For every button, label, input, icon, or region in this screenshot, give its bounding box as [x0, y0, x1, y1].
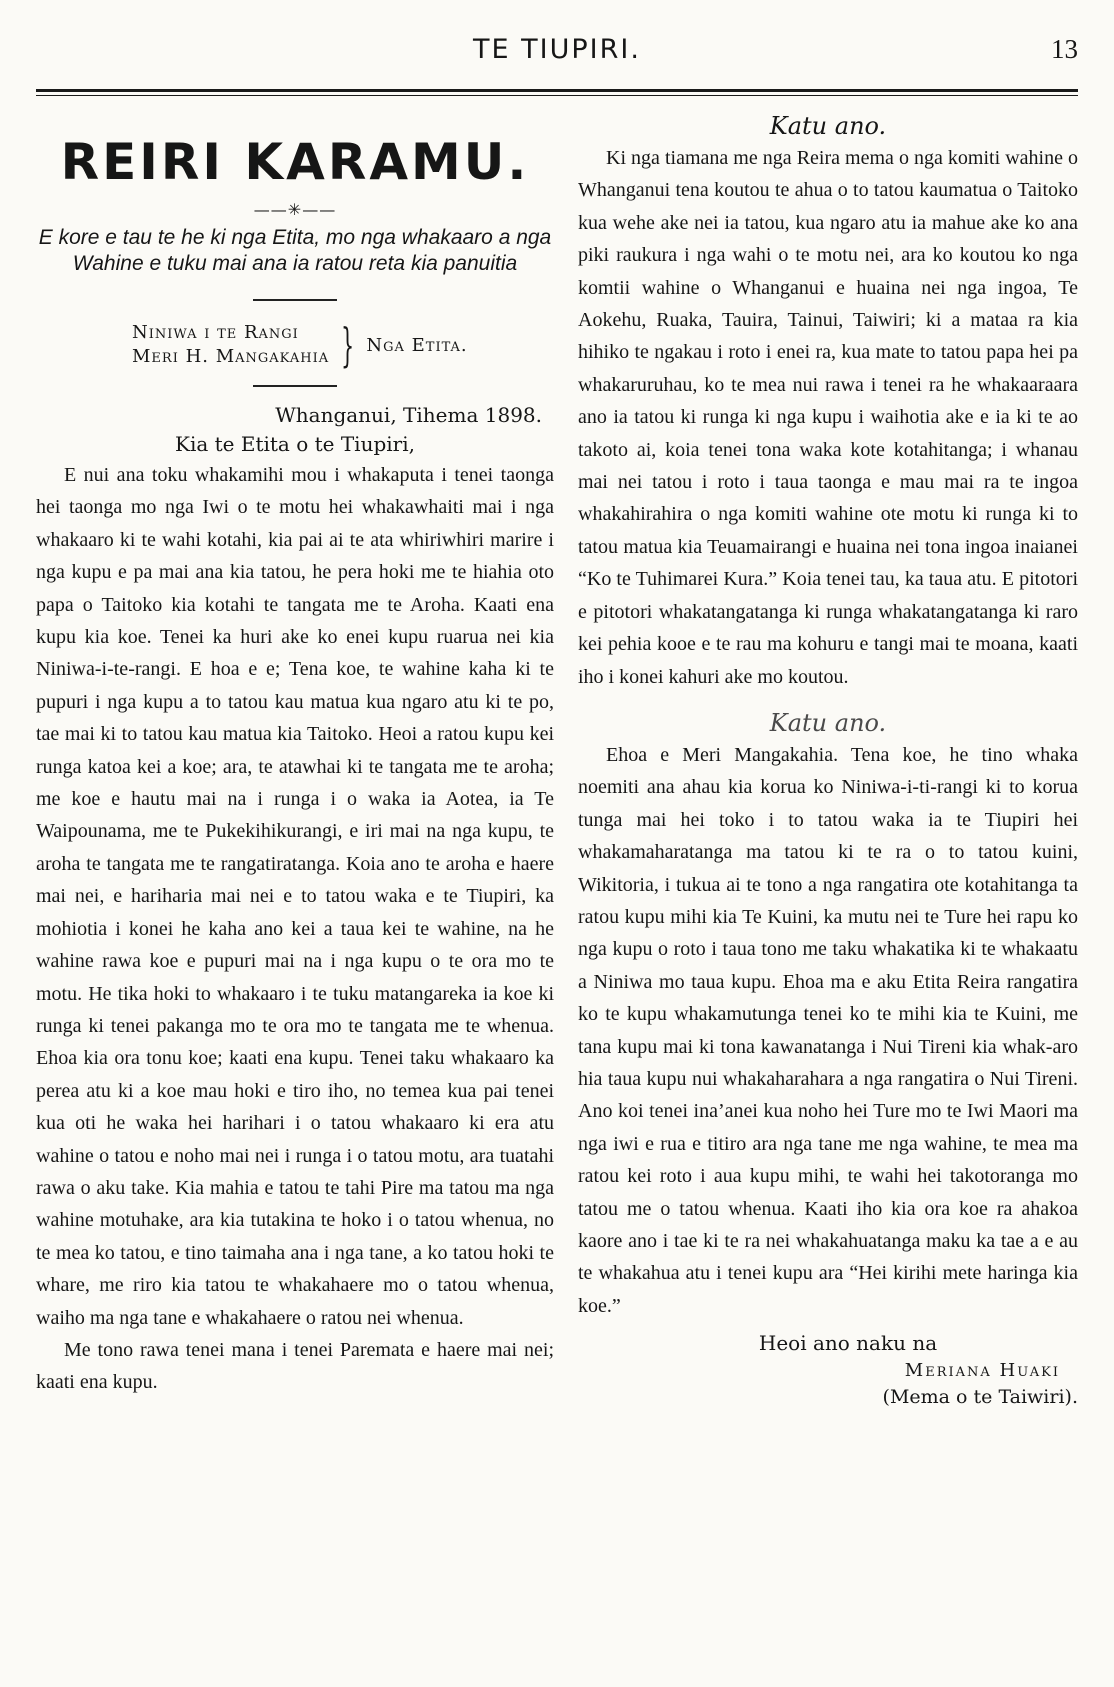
address-block — [132, 318, 554, 372]
salutation: Kia te Etita o te Tiupiri, — [175, 432, 415, 456]
ornament-divider: ——✳—— — [253, 200, 337, 219]
header-rule-thick — [36, 89, 1078, 92]
paragraph: Ehoa e Meri Mangakahia. Tena koe, he tino whaka noemiti ana ahau kia korua ko Niniwa-i-ti-rangi ki to korua tunga mai hei toko i to tatou waka ia te Tiupiri hei whakamaharatanga ma tatou ki te ra o to tatou kuini, Wikitoria, i tukua ai te tono a nga rangatira ote kotahitanga ta ratou kupu mihi kia Te Kuini, ka mutu nei te Ture hei rapu ko nga kupu o roto i taua tono me taku whakatika ki te whakaatu a Niniwa mo taua kupu. Ehoa ma e aku Etita Reira rangatira ko te kupu whakamutunga tenei ko te mihi kia te Kuini, me tana kupu mai ki tona kawanatanga i Nui Tireni kia whak-aro hia taua kupu nui whakaharahara a nga rangatira o Nui Tireni. Ano koi tenei ina’anei kua noho hei Ture mo te Iwi Maori ma nga iwi e rua e titiro ara nga tane me nga wahine, te mea ma ratou kei roto i aua kupu mihi, te wahi hei takotoranga mo tatou me o tatou whenua. Kaati iho kia ora koe ra ahakoa kaore ano i tae ki te ra nei whakahuatanga maku ka tae a e au te whakahua atu i tenei kupu ara “Hei kirihi mete haringa kia koe.” — [578, 743, 1078, 1317]
dateline: Whanganui, Tihema 1898. — [275, 403, 542, 427]
right-column — [578, 110, 1078, 1410]
running-title: TE TIUPIRI. — [473, 34, 641, 65]
sender-names — [132, 321, 329, 369]
brace-glyph: } — [341, 318, 355, 372]
left-column — [36, 110, 554, 1399]
signature-name: Meriana Huaki — [904, 1360, 1060, 1382]
header-rule-thin — [36, 95, 1078, 96]
short-rule — [253, 299, 337, 301]
section-heading: Katu ano. — [769, 112, 887, 140]
sender-name-2: Meri H. Mangakahia — [132, 346, 330, 367]
letter-body-closing: Me tono rawa tenei mana i tenei Paremata e haere mai nei; kaati ena kupu. — [36, 1338, 554, 1394]
short-rule — [253, 385, 337, 387]
masthead: REIRI KARAMU. — [60, 133, 530, 191]
page-header — [0, 0, 1114, 100]
editorial-disclaimer: E kore e tau te he ki nga Etita, mo nga whakaaro a nga Wahine e tuku mai ana ia ratou reta kia panuitia — [38, 226, 552, 275]
recipient: Nga Etita. — [366, 334, 468, 356]
sender-name-1: Niniwa i te Rangi — [132, 322, 299, 343]
letter-body: E nui ana toku whakamihi mou i whakaputa i tenei taonga hei taonga mo nga Iwi o te motu hei whakawhaiti mai i nga whakaaro ki te wahi kotahi, kia pai ai te ata whiriwhiri marire i nga kupu e pa mai ana kia tatou, he pera hoki me te hiahia oto papa o Taitoko kia kotahi te tangata me te Aroha. Kaati ena kupu kia koe. Tenei ka huri ake ko enei kupu ruarua nei kia Niniwa-i-te-rangi. E hoa e e; Tena koe, te wahine kaha ki te pupuri i nga kupu a to tatou kau matua kua ngaro atu ki te po, tae mai ki to tatou kau matua kia Taitoko. Heoi a ratou kupu kei runga katoa kei a koe; ara, te atawhai ki te tangata me te aroha; me koe e hautu mai na i runga i o waka ia Aotea, ia Te Waipounama, me te Pukekihikurangi, e iri mai na nga kupu, te aroha te tangata me te rangatiratanga. Koia ano te aroha e haere mai nei, e hariharia mai nei e to tatou waka e te Tiupiri, ka mohiotia i konei he kaha ano kei a taua kei te wahine, na he wahine rawa koe e pupuri mai na i nga kupu o te ora mo te motu. He tika hoki to whakaaro i te tuku matangareka ia koe ki runga ki tenei pakanga mo te ora mo te tangata me te whenua. Ehoa kia ora tonu koe; kaati ena kupu. Tenei taku whakaaro ka perea atu ki a koe mau hoki e tiro iho, no temea kua pai tenei kua oti he waka hei harihari i o tatou whakaaro ki era atu wahine o tatou e noho mai nei i runga i o tatou motu, ara tuatahi rawa o aku take. Kia mahia e tatou te tahi Pire ma tatou ma nga wahine motuhake, ara kia tutakina te hoko i o tatou whenua, no te mea ko tatou, e tino taimaha ana i nga tane, a ko tatou hoki te whare, me riro kia tatou te whakahaere mo o tatou whenua, waiho ma nga tane e whakahaere o ratou nei whenua. — [36, 464, 554, 1329]
section-heading: Katu ano. — [769, 708, 887, 737]
signature-affiliation: (Mema o te Taiwiri). — [882, 1386, 1078, 1409]
page-number: 13 — [1051, 34, 1078, 64]
signoff: Heoi ano naku na — [758, 1331, 938, 1356]
paragraph: Ki nga tiamana me nga Reira mema o nga komiti wahine o Whanganui tena koutou te ahua o to tatou kaumatua o Taitoko kua wehe ake nei ia tatou, kua ngaro atu ia mahue ake ko ana piki raukura i nga wahi o te motu nei, ara ko koutou ko nga komtii wahine o Whanganui e huaina nei nga ingoa, Te Aokehu, Ruaka, Tauira, Tainui, Taiwiri; ki a mataa ra kia hihiko te ngakau i roto i enei ra, kua mate to tatou papa hei pa whakaruruhau, ko te mea nui rawa i tenei ra he whakaaraara ano ia tatou ki runga ki nga kupu i waihotia ake e ia ki te ao takoto ai, koia tenei tona waka kote kotahitanga; i whanau mai nei tatou i roto i taua taonga e mau mai ra te ingoa whakahirahira o nga komiti wahine ote motu ki runga ki to tatou matua kia Teuamairangi e huaina nei tona ingoa inaianei “Ko te Tuhimarei Kura.” Koia tenei tau, ka taua atu. E pitotori e pitotori whakatangatanga ki runga whakatangatanga ki raro kei pehia kooe e te rau ma kohuru e tangi mai te moana, kaati iho i konei kahuri ake mo koutou. — [578, 147, 1078, 688]
